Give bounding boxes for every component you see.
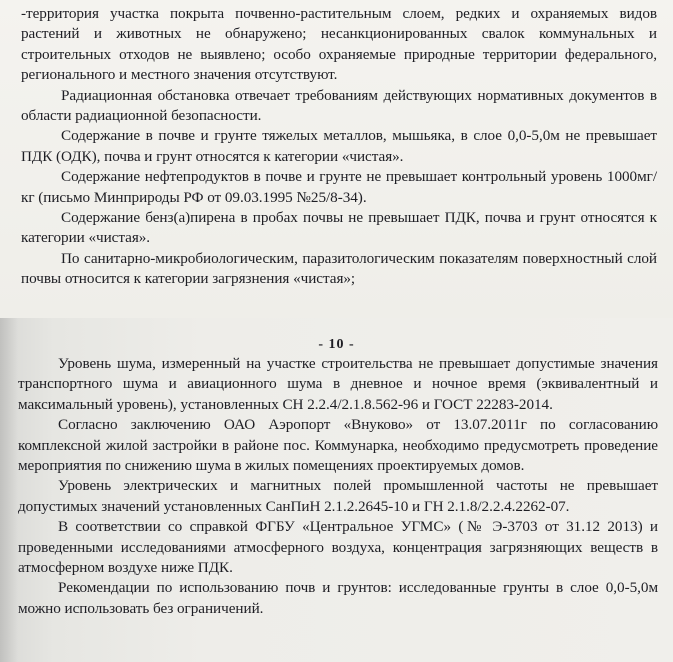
paragraph-petroleum: Содержание нефтепродуктов в почве и грунте не превышает контрольный уровень 1000мг/кг (письмо Минприроды РФ от 09.03.1995 №25/8-34). <box>21 168 657 206</box>
paragraph-atmosphere: В соответствии со справкой ФГБУ «Центральное УГМС» (№ Э-3703 от 31.12 2013) и проведенными исследованиями атмосферного воздуха, концентрация загрязняющих веществ в атмосферном воздухе ниже ПДК. <box>18 518 658 577</box>
paragraph-soil-recommendations: Рекомендации по использованию почв и грунтов: исследованные грунты в слое 0,0-5,0м можно использовать без ограничений. <box>18 579 658 617</box>
paragraph-airport-conclusion: Согласно заключению ОАО Аэропорт «Внуково» от 13.07.2011г по согласованию комплексной жилой застройки в районе пос. Коммунарка, необходимо предусмотреть проведение мероприятия по снижению шума в жилых помещениях проектируемых домов. <box>18 416 658 475</box>
paragraph-noise-level: Уровень шума, измеренный на участке строительства не превышает допустимые значения транспортного шума и авиационного шума в дневное и ночное время (эквивалентный и максимальный уровень), установленных СН 2.2.4/2.1.8.562-96 и ГОСТ 22283-2014. <box>18 355 658 413</box>
paragraph-radiation: Радиационная обстановка отвечает требованиям действующих нормативных документов в области радиационной безопасности. <box>21 86 657 125</box>
scan-shadow <box>0 318 18 662</box>
upper-text-block <box>21 4 657 290</box>
paragraph-benzopyrene: Содержание бенз(а)пирена в пробах почвы не превышает ПДК, почва и грунт относятся к категории «чистая». <box>21 209 657 247</box>
upper-page-fragment <box>0 0 673 318</box>
paragraph-electromagnetic: Уровень электрических и магнитных полей промышленной частоты не превышает допустимых значений установленных СанПиН 2.1.2.2645-10 и ГН 2.1.8/2.2.4.2262-07. <box>18 477 658 515</box>
paragraph-territory: -территория участка покрыта почвенно-растительным слоем, редких и охраняемых видов растений и животных не обнаружено; несанкционированных свалок коммунальных и строительных отходов не выявлено; особо охраняемые природные территории федерального, регионального и местного значения отсутствуют. <box>21 5 657 84</box>
paragraph-microbiology: По санитарно-микробиологическим, паразитологическим показателям поверхностный слой почвы относится к категории загрязнения «чистая»; <box>21 249 657 288</box>
paragraph-heavy-metals: Содержание в почве и грунте тяжелых металлов, мышьяка, в слое 0,0-5,0м не превышает ПДК (ОДК), почва и грунт относятся к категории «чистая». <box>21 127 657 165</box>
lower-page-fragment <box>0 318 673 662</box>
page-number: - 10 - <box>318 337 355 352</box>
lower-text-block <box>18 354 658 619</box>
